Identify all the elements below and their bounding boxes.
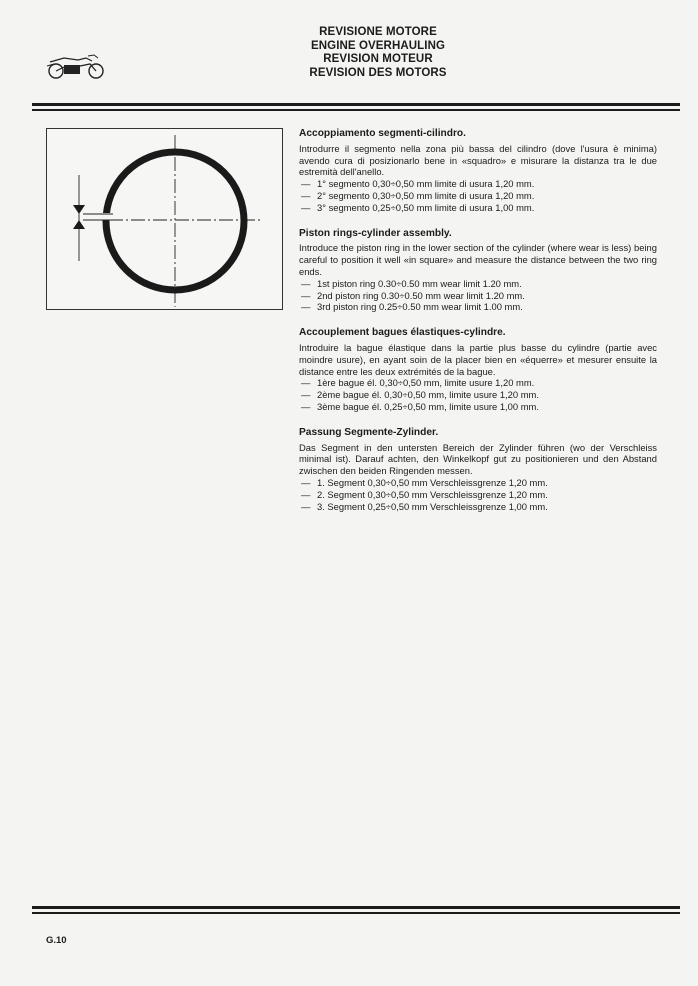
section-heading: Accouplement bagues élastiques-cylindre. — [299, 327, 506, 339]
text-column — [299, 128, 657, 526]
section-german — [299, 427, 657, 513]
section-heading: Piston rings-cylinder assembly. — [299, 227, 452, 239]
section-paragraph: Introdurre il segmento nella zona più bassa del cilindro (dove l'usura è minima) avendo cura di posizionarlo bene in «squadro» e misurare la distanza tra le due estremità dell'anello. — [299, 142, 657, 178]
spec-list — [299, 477, 657, 512]
spec-item: — 1° segmento 0,30÷0,50 mm limite di usura 1,20 mm. — [301, 178, 535, 190]
motorcycle-icon — [44, 52, 108, 82]
section-paragraph: Introduce the piston ring in the lower section of the cylinder (where wear is less) being careful to position it well «in square» and measure the distance between the two ring ends. — [299, 242, 657, 277]
title-german: REVISION DES MOTORS — [309, 66, 447, 79]
spec-item: — 3ème bague él. 0,25÷0,50 mm, limite usure 1,00 mm. — [301, 400, 539, 412]
section-italian — [299, 128, 657, 214]
page-number: G.10 — [46, 935, 67, 946]
section-heading: Accoppiamento segmenti-cilindro. — [299, 128, 466, 139]
section-heading: Passung Segmente-Zylinder. — [299, 426, 439, 438]
spec-item: — 1ère bague él. 0,30÷0,50 mm, limite usure 1,20 mm. — [301, 377, 535, 389]
spec-item: — 2° segmento 0,30÷0,50 mm limite di usura 1,20 mm. — [301, 189, 535, 201]
spec-list — [299, 178, 657, 213]
spec-item: — 2. Segment 0,30÷0,50 mm Verschleissgrenze 1,20 mm. — [301, 488, 548, 500]
footer-divider — [32, 906, 680, 914]
spec-item: — 3rd piston ring 0.25÷0.50 mm wear limit 1.00 mm. — [301, 301, 523, 313]
piston-ring-diagram — [46, 128, 283, 310]
spec-item: — 1st piston ring 0.30÷0.50 mm wear limit 1.20 mm. — [301, 277, 522, 289]
spec-item: — 3. Segment 0,25÷0,50 mm Verschleissgrenze 1,00 mm. — [301, 500, 548, 512]
title-english: ENGINE OVERHAULING — [310, 39, 446, 52]
header-divider — [32, 103, 680, 111]
spec-item: — 2nd piston ring 0.30÷0.50 mm wear limit 1.20 mm. — [301, 289, 525, 301]
title-italian: REVISIONE MOTORE — [319, 26, 437, 38]
spec-item: — 1. Segment 0,30÷0,50 mm Verschleissgrenze 1,20 mm. — [301, 476, 548, 488]
section-paragraph: Das Segment in den untersten Bereich der Zylinder führen (wo der Verschleiss minimal ist). Darauf achten, den Winkelkopf gut zu positionieren und den Abstand zwischen den beiden Ringenden messen. — [299, 441, 657, 477]
spec-item: — 3° segmento 0,25÷0,50 mm limite di usura 1,00 mm. — [301, 201, 535, 213]
title-french: REVISION MOTEUR — [323, 53, 433, 65]
section-english — [299, 228, 657, 314]
section-paragraph: Introduire la bague élastique dans la partie plus basse du cylindre (partie avec moindre usure), en ayant soin de la placer bien en «équerre» et mesurer ensuite la distance entre les deux extrémités de la bague. — [299, 341, 657, 377]
spec-list — [299, 377, 657, 412]
spec-item: — 2ème bague él. 0,30÷0,50 mm, limite usure 1,20 mm. — [301, 389, 539, 401]
spec-list — [299, 278, 657, 313]
section-french — [299, 327, 657, 413]
